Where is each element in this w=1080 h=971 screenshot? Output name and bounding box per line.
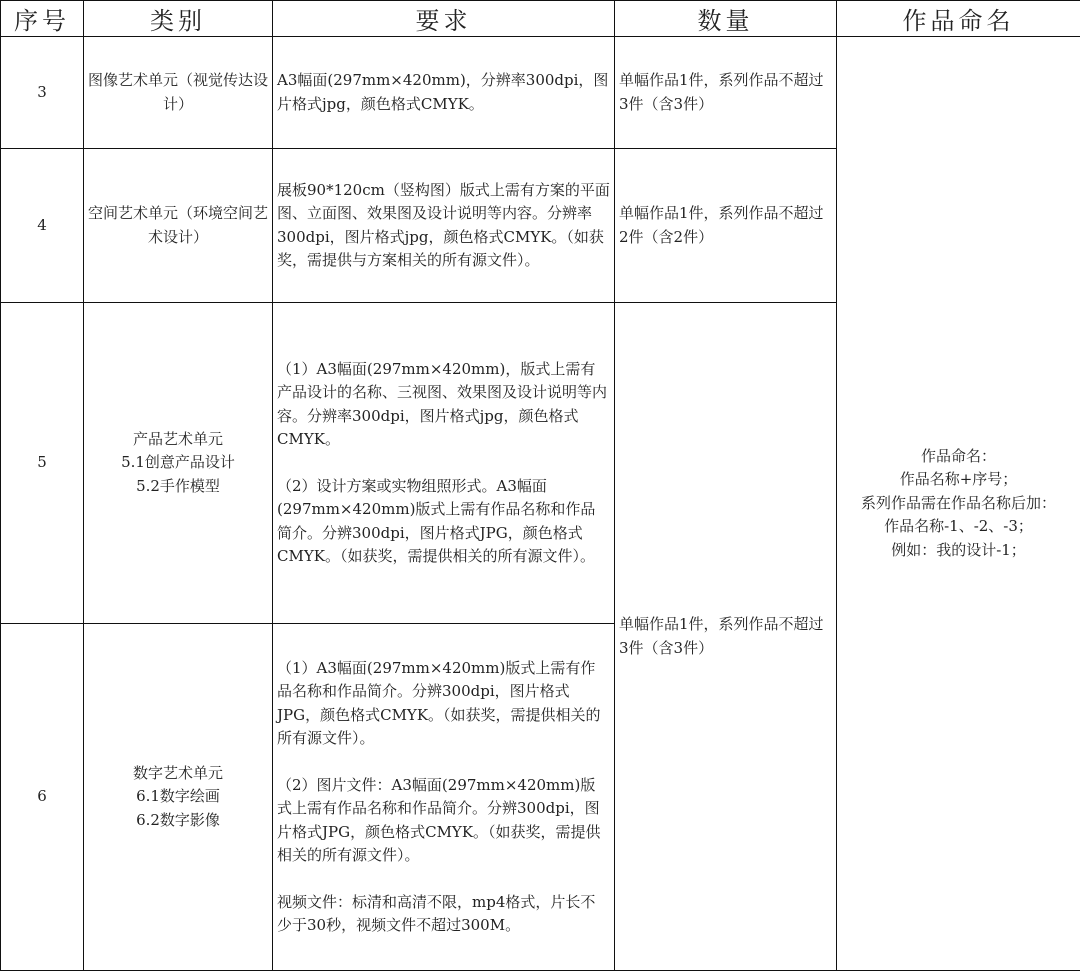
header-row (1, 1, 1080, 37)
header-category: 类别 (84, 1, 273, 37)
category-line: 5.1创意产品设计 (88, 451, 268, 475)
header-naming: 作品命名 (837, 1, 1080, 37)
row-quantity: 单幅作品1件，系列作品不超过2件（含2件） (615, 149, 837, 303)
row-category (84, 303, 273, 624)
naming-line: 作品名称+序号； (841, 468, 1076, 492)
row-category (84, 624, 273, 971)
requirement-paragraph: （1）A3幅面(297mm×420mm)，版式上需有产品设计的名称、三视图、效果图及设计说明等内容。分辨率300dpi，图片格式jpg，颜色格式CMYK。 (277, 358, 610, 452)
row-category (84, 149, 273, 303)
row-no: 4 (1, 149, 84, 303)
category-line: 产品艺术单元 (88, 428, 268, 452)
requirement-paragraph: （2）图片文件：A3幅面(297mm×420mm)版式上需有作品名称和作品简介。分辨300dpi，图片格式JPG，颜色格式CMYK。（如获奖，需提供相关的所有源文件）。 (277, 774, 610, 868)
requirement-paragraph: （1）A3幅面(297mm×420mm)版式上需有作品名称和作品简介。分辨300dpi，图片格式JPG，颜色格式CMYK。（如获奖，需提供相关的所有源文件）。 (277, 657, 610, 751)
naming-line: 例如：我的设计-1； (841, 539, 1076, 563)
naming-cell (837, 37, 1080, 971)
requirement-paragraph: 展板90*120cm（竖构图）版式上需有方案的平面图、立面图、效果图及设计说明等内容。分辨率300dpi，图片格式jpg，颜色格式CMYK。（如获奖，需提供与方案相关的所有源文件）。 (277, 179, 610, 273)
category-line: 5.2手作模型 (88, 475, 268, 499)
naming-line: 系列作品需在作品名称后加： (841, 492, 1076, 516)
row-no: 5 (1, 303, 84, 624)
row-quantity: 单幅作品1件，系列作品不超过3件（含3件） (615, 37, 837, 149)
header-quantity: 数量 (615, 1, 837, 37)
row-requirements (273, 303, 615, 624)
category-line: 6.2数字影像 (88, 809, 268, 833)
row-quantity: 单幅作品1件，系列作品不超过3件（含3件） (615, 303, 837, 971)
naming-line: 作品名称-1、-2、-3； (841, 515, 1076, 539)
row-requirements (273, 624, 615, 971)
category-line: 图像艺术单元（视觉传达设计） (88, 69, 268, 116)
requirement-paragraph: 视频文件：标清和高清不限，mp4格式，片长不少于30秒，视频文件不超过300M。 (277, 891, 610, 938)
category-line: 6.1数字绘画 (88, 785, 268, 809)
table-row (1, 37, 1080, 149)
row-requirements (273, 37, 615, 149)
header-no: 序号 (1, 1, 84, 37)
requirement-paragraph: A3幅面(297mm×420mm)，分辨率300dpi，图片格式jpg，颜色格式CMYK。 (277, 69, 610, 116)
naming-line: 作品命名： (841, 445, 1076, 469)
row-requirements (273, 149, 615, 303)
category-line: 数字艺术单元 (88, 762, 268, 786)
row-category (84, 37, 273, 149)
requirement-paragraph: （2）设计方案或实物组照形式。A3幅面(297mm×420mm)版式上需有作品名称和作品简介。分辨300dpi，图片格式JPG，颜色格式CMYK。（如获奖，需提供相关的所有源文件）。 (277, 475, 610, 569)
category-line: 空间艺术单元（环境空间艺术设计） (88, 202, 268, 249)
header-requirements: 要求 (273, 1, 615, 37)
row-no: 6 (1, 624, 84, 971)
row-no: 3 (1, 37, 84, 149)
